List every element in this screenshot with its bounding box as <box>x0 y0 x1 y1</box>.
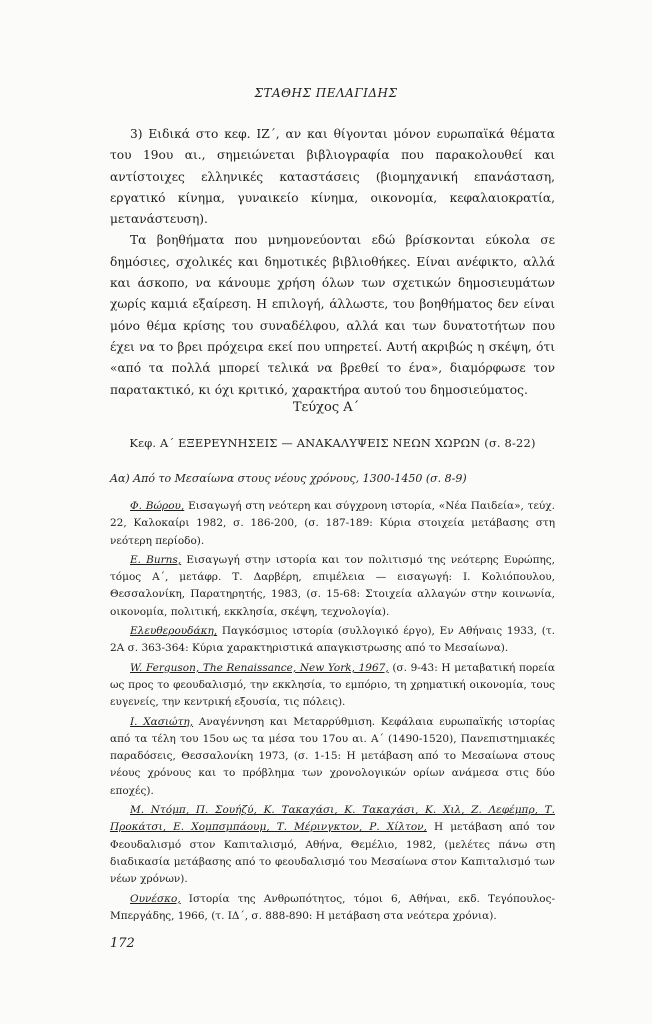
entry-text: Η μετάβαση από τον Φεουδαλισμό στον Καπιταλισμό, Αθήνα, Θεμέλιο, 1982, (μελέτες πάνω στη διαδικασία μετάβασης από το φεουδαλισμό του Μεσαίωνα στον Καπιταλισμό των νέων χρόνων). <box>110 821 555 886</box>
entry-author: Ελευθερουδάκη, <box>130 625 218 638</box>
entry-text: Αναγέννηση και Μεταρρύθμιση. Κεφάλαια ευρωπαϊκής ιστορίας από τα τέλη του 15ου ως τα μέσα του 17ου αι. Α΄ (1490-1520), Πανεπιστημιακές παραδόσεις, Θεσσαλονίκη 1973, (σ. 1-15: Η μετάβαση από το Μεσαίωνα στους νέους χρόνους και το πρόβλημα των χρονολογικών ορίων ανάμεσα στις δύο εποχές). <box>110 715 555 797</box>
section-title: Τεύχος Α΄ <box>292 400 360 415</box>
bibliography-entry <box>110 552 555 621</box>
running-head: ΣΤΑΘΗΣ ΠΕΛΑΓΙΔΗΣ <box>254 86 398 100</box>
entry-author: Φ. Βώρου, <box>130 500 185 512</box>
intro-paragraph: Τα βοηθήματα που μνημονεύονται εδώ βρίσκονται εύκολα σε δημόσιες, σχολικές και δημοτικές βιβλιοθήκες. Είναι ανέφικτο, αλλά και άσκοπο, να κάνουμε χρήση όλων των σχετικών δημοσιευμάτων χωρίς καμιά εξαίρεση. Η επιλογή, άλλωστε, του βοηθήματος δεν είναι μόνο θέμα κρίσης του συναδέλφου, αλλά και των δυνατοτήτων που έχει να το βρει πρόχειρα εκεί που υπηρετεί. Αυτή ακριβώς η σκέψη, ότι «από τα πολλά μπορεί τελικά να βρεθεί το ένα», διαμόρφωσε τον παρατακτικό, κι όχι κριτικό, χαρακτήρα αυτού του δημοσιεύματος. <box>110 233 555 397</box>
bibliography-entry <box>110 714 555 800</box>
bibliography-entry <box>110 498 555 550</box>
chapter-title: Κεφ. Α΄ ΕΞΕΡΕΥΝΗΣΕΙΣ — ΑΝΑΚΑΛΥΨΕΙΣ ΝΕΩΝ ΧΩΡΩΝ (σ. 8-22) <box>129 436 536 450</box>
bibliography-entry <box>110 623 555 658</box>
intro-paragraph: 3) Ειδικά στο κεφ. ΙΖ΄, αν και θίγονται μόνον ευρωπαϊκά θέματα του 19ου αι., σημειώνεται βιβλιογραφία που παρακολουθεί και αντίστοιχες ελληνικές καταστάσεις (βιομηχανική επανάσταση, εργατικό κίνημα, γυναικείο κίνημα, οικονομία, κεφαλαιοκρατία, μετανάστευση). <box>110 127 555 227</box>
entry-author: Μ. Ντόμπ, Π. Σουήζύ, Κ. Τακαχάσι, Κ. Τακαχάσι, Κ. Χιλ, Ζ. Λεφέμπρ, Τ. Προκάτσι, Ε. Χομπσμπάουμ, Τ. Μέρινγκτον, Ρ. Χίλτον, <box>110 804 555 834</box>
bibliography-list <box>110 498 555 927</box>
entry-text: Παγκόσμιος ιστορία (συλλογικό έργο), Εν Αθήναις 1933, (τ. 2Α σ. 363-364: Κύρια χαρακτηριστικά απαγκιστρωσης από το Μεσαίωνα). <box>110 625 555 655</box>
page-number: 172 <box>110 936 135 951</box>
entry-author: W. Ferguson, The Renaissance, New York, 1967, <box>130 661 389 674</box>
subsection-title: Αα) Από το Μεσαίωνα στους νέους χρόνους, 1300-1450 (σ. 8-9) <box>110 472 467 485</box>
bibliography-entry <box>110 802 555 888</box>
bibliography-entry <box>110 660 555 712</box>
entry-author: E. Burns, <box>130 553 182 566</box>
entry-text: Εισαγωγή στη νεότερη και σύγχρονη ιστορία, «Νέα Παιδεία», τεύχ. 22, Καλοκαίρι 1982, σ. 186-200, (σ. 187-189: Κύρια στοιχεία μετάβασης στη νεότερη περίοδο). <box>110 500 556 547</box>
entry-text: (σ. 9-43: Η μεταβατική πορεία ως προς το φεουδαλισμό, την εκκλησία, το εμπόριο, τη χρηματική οικονομία, τους ευγενείς, την κεντρική εξουσία, τις πόλεις). <box>110 661 555 709</box>
entry-text: Εισαγωγή στην ιστορία και τον πολιτισμό της νεότερης Ευρώπης, τόμος Α΄, μετάφρ. Τ. Δαρβέρη, επιμέλεια — εισαγωγή: Ι. Κολιόπουλου, Θεσσαλονίκη, Παρατηρητής, 1983, (σ. 15-68: Στοιχεία αλλαγών στην κοινωνία, οικονομία, πολιτική, εκκλησία, σκέψη, τεχνολογία). <box>110 553 556 618</box>
entry-text: Ιστορία της Ανθρωπότητος, τόμοι 6, Αθήναι, εκδ. Τεγόπουλος-Μπεργάδης, 1966, (τ. ΙΔ΄, σ. 888-890: Η μετάβαση στα νεότερα χρόνια). <box>110 892 555 922</box>
bibliography-entry <box>110 891 555 926</box>
entry-author: Ουνέσκο, <box>130 892 181 905</box>
intro-text <box>110 124 555 401</box>
entry-author: Ι. Χασιώτη, <box>130 715 194 728</box>
